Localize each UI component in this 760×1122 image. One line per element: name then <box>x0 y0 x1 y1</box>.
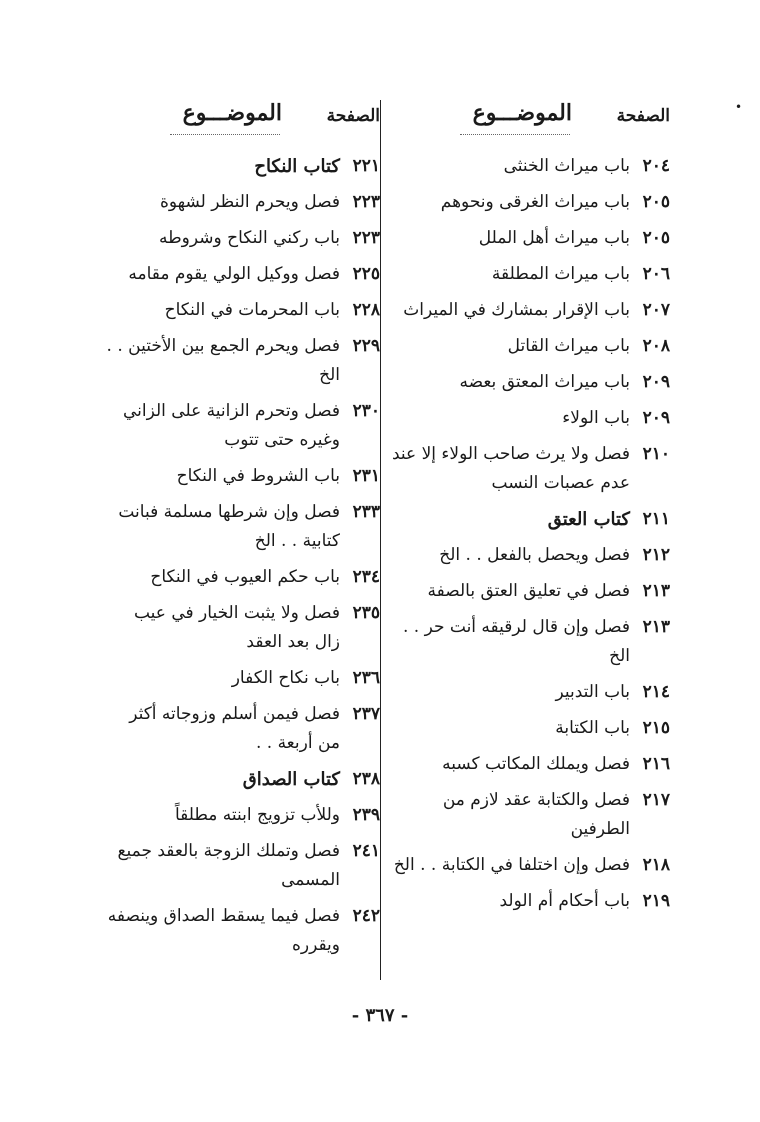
entry-topic: باب الولاء <box>562 408 630 428</box>
entry-topic: فصل والكتابة عقد لازم من الطرفين <box>442 790 630 839</box>
entry-page-number: ٢٤١ <box>352 841 380 861</box>
index-entry <box>105 224 380 253</box>
entry-topic: وللأب تزويج ابنته مطلقاً <box>174 805 340 825</box>
index-entry <box>105 397 380 455</box>
index-entry <box>392 577 670 606</box>
entry-topic: فصل وتحرم الزانية على الزاني وغيره حتى تتوب <box>122 401 340 450</box>
entry-page-number: ٢٠٦ <box>642 264 670 284</box>
index-entry <box>105 498 380 556</box>
entry-page-number: ٢١٥ <box>642 718 670 738</box>
entry-page-number: ٢٣٩ <box>352 805 380 825</box>
entry-topic: باب ميراث المعتق بعضه <box>459 372 630 392</box>
entry-page-number: ٢٠٩ <box>642 408 670 428</box>
entry-page-number: ٢٢٨ <box>352 300 380 320</box>
entry-page-number: ٢١٠ <box>642 444 670 464</box>
index-entry <box>105 902 380 960</box>
left-index-column <box>105 100 380 967</box>
entry-page-number: ٢١٧ <box>642 790 670 810</box>
entry-topic: فصل فيما يسقط الصداق وينصفه ويقرره <box>107 906 340 955</box>
entry-page-number: ٢٠٤ <box>642 156 670 176</box>
index-entry <box>392 505 670 534</box>
entry-topic: كتاب العتق <box>547 509 630 530</box>
entry-page-number: ٢٠٩ <box>642 372 670 392</box>
index-entry <box>392 296 670 325</box>
entry-topic: فصل ووكيل الولي يقوم مقامه <box>128 264 340 284</box>
index-entry <box>105 260 380 289</box>
index-entry <box>392 404 670 433</box>
entry-page-number: ٢١٤ <box>642 682 670 702</box>
entry-topic: فصل وإن اختلفا في الكتابة . . الخ <box>393 855 630 875</box>
left-entries-list <box>105 152 380 960</box>
entry-topic: باب الشروط في النكاح <box>176 466 340 486</box>
entry-topic: فصل فيمن أسلم وزوجاته أكثر من أربعة . . <box>129 704 340 753</box>
index-entry <box>392 714 670 743</box>
entry-topic: فصل في تعليق العتق بالصفة <box>427 581 630 601</box>
index-entry <box>105 188 380 217</box>
header-dotted-rule <box>460 134 570 135</box>
entry-page-number: ٢٣٣ <box>352 502 380 522</box>
right-column-header <box>392 100 670 152</box>
entry-topic: باب ميراث المطلقة <box>491 264 630 284</box>
entry-page-number: ٢١٣ <box>642 581 670 601</box>
topic-column-heading: الموضـــوع <box>472 100 572 126</box>
index-entry <box>105 296 380 325</box>
entry-topic: باب المحرمات في النكاح <box>164 300 340 320</box>
index-entry <box>392 851 670 880</box>
entry-topic: فصل وإن شرطها مسلمة فبانت كتابية . . الخ <box>118 502 340 551</box>
entry-topic: باب ميراث القاتل <box>507 336 630 356</box>
entry-topic: باب نكاح الكفار <box>231 668 340 688</box>
index-entry <box>392 332 670 361</box>
index-entry <box>105 599 380 657</box>
entry-page-number: ٢١٨ <box>642 855 670 875</box>
entry-page-number: ٢٣٨ <box>352 769 380 789</box>
entry-topic: كتاب النكاح <box>254 156 340 177</box>
entry-page-number: ٢١١ <box>642 509 670 529</box>
entry-topic: فصل ويحصل بالفعل . . الخ <box>439 545 630 565</box>
right-entries-list <box>392 152 670 916</box>
topic-column-heading: الموضـــوع <box>182 100 282 126</box>
index-entry <box>105 801 380 830</box>
corner-mark: • <box>735 100 743 114</box>
index-entry <box>392 260 670 289</box>
index-entry <box>105 563 380 592</box>
entry-topic: فصل وإن قال لرقيقه أنت حر . . الخ <box>402 617 630 666</box>
entry-page-number: ٢٣٠ <box>352 401 380 421</box>
index-entry <box>392 152 670 181</box>
header-dotted-rule <box>170 134 280 135</box>
entry-page-number: ٢٠٨ <box>642 336 670 356</box>
page-column-heading: الصفحة <box>326 106 380 126</box>
index-entry <box>105 837 380 895</box>
entry-page-number: ٢٢٥ <box>352 264 380 284</box>
entry-topic: باب ميراث الغرقى ونحوهم <box>440 192 630 212</box>
index-entry <box>105 664 380 693</box>
entry-page-number: ٢١٣ <box>642 617 670 637</box>
entry-page-number: ٢٠٧ <box>642 300 670 320</box>
index-entry <box>392 750 670 779</box>
entry-topic: كتاب الصداق <box>242 769 340 790</box>
entry-topic: باب ركني النكاح وشروطه <box>159 228 340 248</box>
index-entry <box>392 541 670 570</box>
index-entry <box>105 462 380 491</box>
entry-page-number: ٢٢٩ <box>352 336 380 356</box>
column-divider <box>380 100 381 980</box>
entry-page-number: ٢٣٥ <box>352 603 380 623</box>
index-entry <box>392 224 670 253</box>
index-entry <box>105 700 380 758</box>
entry-topic: باب الإقرار بمشارك في الميراث <box>403 300 630 320</box>
entry-page-number: ٢٢١ <box>352 156 380 176</box>
entry-topic: باب التدبير <box>555 682 630 702</box>
entry-topic: فصل ويحرم النظر لشهوة <box>159 192 340 212</box>
entry-topic: فصل ويملك المكاتب كسبه <box>442 754 630 774</box>
entry-topic: باب ميراث أهل الملل <box>478 228 630 248</box>
entry-page-number: ٢٣٧ <box>352 704 380 724</box>
entry-page-number: ٢٤٢ <box>352 906 380 926</box>
entry-topic: فصل ويحرم الجمع بين الأختين . . الخ <box>106 336 340 385</box>
entry-topic: فصل وتملك الزوجة بالعقد جميع المسمى <box>117 841 340 890</box>
index-entry <box>392 440 670 498</box>
index-entry <box>105 152 380 181</box>
entry-page-number: ٢١٩ <box>642 891 670 911</box>
index-entry <box>392 613 670 671</box>
entry-topic: باب الكتابة <box>555 718 630 738</box>
index-entry <box>392 678 670 707</box>
page-number: - ٣٦٧ - <box>351 1005 409 1026</box>
entry-page-number: ٢٠٥ <box>642 228 670 248</box>
entry-topic: باب حكم العيوب في النكاح <box>150 567 340 587</box>
index-entry <box>105 765 380 794</box>
entry-page-number: ٢٣٤ <box>352 567 380 587</box>
page-column-heading: الصفحة <box>616 106 670 126</box>
entry-page-number: ٢٠٥ <box>642 192 670 212</box>
index-entry <box>392 786 670 844</box>
left-column-header <box>105 100 380 152</box>
index-entry <box>392 188 670 217</box>
index-entry <box>392 887 670 916</box>
entry-topic: باب ميراث الخنثى <box>503 156 630 176</box>
right-index-column <box>392 100 670 923</box>
entry-page-number: ٢١٦ <box>642 754 670 774</box>
entry-topic: فصل ولا يرث صاحب الولاء إلا عند عدم عصبات النسب <box>392 444 630 493</box>
entry-page-number: ٢٢٣ <box>352 228 380 248</box>
entry-page-number: ٢١٢ <box>642 545 670 565</box>
entry-page-number: ٢٣٦ <box>352 668 380 688</box>
entry-topic: باب أحكام أم الولد <box>499 891 630 911</box>
index-entry <box>105 332 380 390</box>
entry-page-number: ٢٢٣ <box>352 192 380 212</box>
index-entry <box>392 368 670 397</box>
entry-page-number: ٢٣١ <box>352 466 380 486</box>
entry-topic: فصل ولا يثبت الخيار في عيب زال بعد العقد <box>133 603 340 652</box>
